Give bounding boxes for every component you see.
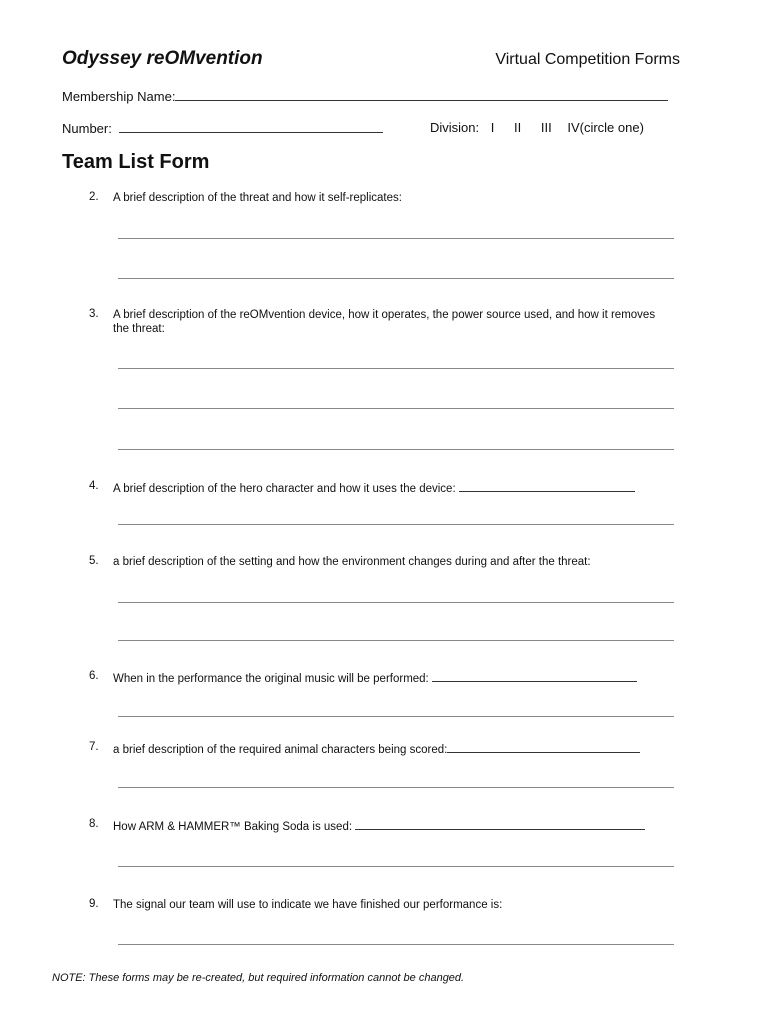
division-option-2[interactable]: II (514, 120, 522, 135)
question-number: 5. (89, 555, 99, 567)
question-text: When in the performance the original music will be performed: (113, 673, 429, 685)
answer-inline-line[interactable] (355, 818, 645, 830)
answer-line[interactable] (118, 716, 674, 717)
answer-line[interactable] (118, 524, 674, 525)
division-option-3[interactable]: III (540, 120, 552, 135)
question-text: A brief description of the hero character and how it uses the device: (113, 483, 456, 495)
answer-inline-line[interactable] (459, 480, 635, 492)
question-number: 8. (89, 818, 99, 830)
number-row (62, 120, 383, 136)
question-number: 7. (89, 741, 99, 753)
answer-line[interactable] (118, 640, 674, 641)
question-number: 3. (89, 308, 99, 320)
question-text: A brief description of the reOMvention device, how it operates, the power source used, and how it removes the threat: (113, 309, 656, 335)
question-number: 4. (89, 480, 99, 492)
answer-inline-line[interactable] (447, 741, 640, 753)
number-label: Number: (62, 121, 112, 136)
question-number: 6. (89, 670, 99, 682)
division-row (430, 120, 644, 135)
division-option-4[interactable]: IV(circle one) (567, 120, 644, 135)
answer-line[interactable] (118, 787, 674, 788)
question-text: A brief description of the threat and how it self-replicates: (113, 192, 402, 204)
question-row (113, 741, 673, 757)
answer-line[interactable] (118, 602, 674, 603)
membership-name-field[interactable] (175, 88, 668, 101)
division-label: Division: (430, 120, 480, 135)
form-title-brand: Odyssey reOMvention (62, 48, 263, 69)
page-title: Team List Form (62, 151, 210, 173)
question-text: The signal our team will use to indicate we have finished our performance is: (113, 899, 503, 911)
membership-name-label: Membership Name: (62, 89, 176, 104)
question-row (113, 818, 673, 834)
division-option-1[interactable]: I (490, 120, 495, 135)
footer-note: NOTE: These forms may be re-created, but required information cannot be changed. (52, 972, 465, 984)
answer-line[interactable] (118, 368, 674, 369)
membership-name-row (62, 88, 668, 104)
question-row (113, 670, 673, 686)
number-field[interactable] (119, 120, 383, 133)
question-row (113, 480, 673, 496)
answer-line[interactable] (118, 408, 674, 409)
question-number: 2. (89, 191, 99, 203)
answer-inline-line[interactable] (432, 670, 637, 682)
answer-line[interactable] (118, 238, 674, 239)
question-text: How ARM & HAMMER™ Baking Soda is used: (113, 821, 353, 833)
question-text: a brief description of the required animal characters being scored: (113, 744, 448, 756)
answer-line[interactable] (118, 449, 674, 450)
question-text: a brief description of the setting and how the environment changes during and after the threat: (113, 556, 591, 568)
answer-line[interactable] (118, 944, 674, 945)
answer-line[interactable] (118, 866, 674, 867)
answer-line[interactable] (118, 278, 674, 279)
question-number: 9. (89, 898, 99, 910)
form-subtitle: Virtual Competition Forms (495, 51, 680, 68)
